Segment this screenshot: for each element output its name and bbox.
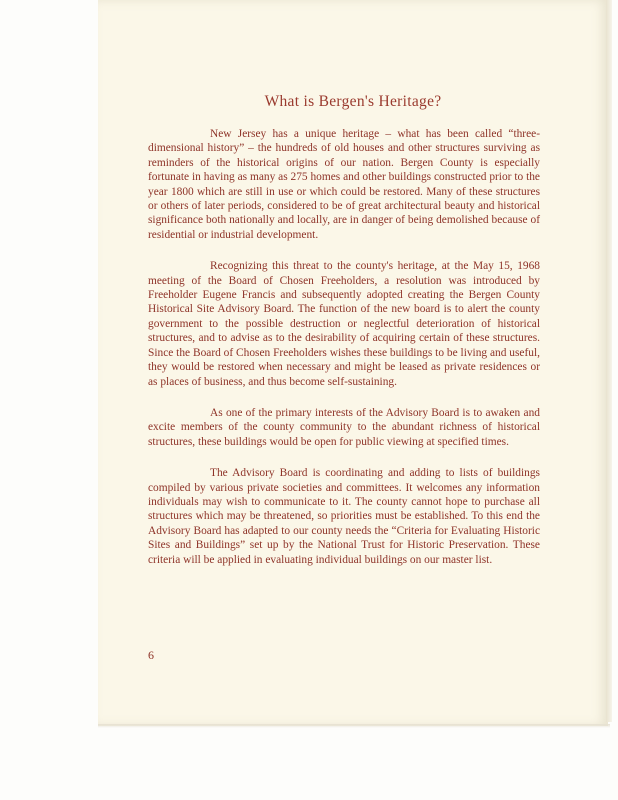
page-title: What is Bergen's Heritage? (264, 93, 442, 110)
page-number: 6 (148, 648, 154, 662)
paragraph-3: As one of the primary interests of the Advisory Board is to awaken and excite members of the county community to the abundant richness of historical structures, these buildings would be open for public viewing at specified times. (148, 406, 540, 448)
page-bottom-shadow (98, 724, 610, 728)
paragraph-2: Recognizing this threat to the county's heritage, at the May 15, 1968 meeting of the Board of Chosen Freeholders, a resolution was introduced by Freeholder Eugene Francis and subsequently adopted creating the Bergen County Historical Site Advisory Board. The function of the new board is to alert the county government to the possible destruction or neglectful deterioration of historical structures, and to advise as to the desirability of acquiring certain of these structures. Since the Board of Chosen Freeholders wishes these buildings to be living and useful, they would be restored when necessary and might be leased as private residences or as places of business, and thus become self-sustaining. (148, 260, 540, 388)
paragraph-1: New Jersey has a unique heritage – what has been called “three-dimensional history” – the hundreds of old houses and other structures surviving as reminders of the historical origins of our nation. Bergen County is especially fortunate in having as many as 275 homes and other buildings constructed prior to the year 1800 which are still in use or which could be restored. Many of these structures or others of later periods, considered to be of great architectural beauty and historical significance both nationally and locally, are in danger of being demolished because of residential or industrial development. (148, 128, 540, 241)
body-text (148, 127, 540, 584)
paragraph-4: The Advisory Board is coordinating and adding to lists of buildings compiled by various private societies and committees. It welcomes any information individuals may wish to communicate to it. The county cannot hope to purchase all structures which may be threatened, so priorities must be established. To this end the Advisory Board has adapted to our county needs the “Criteria for Evaluating Historic Sites and Buildings” set up by the National Trust for Historic Preservation. These criteria will be applied in evaluating individual buildings on our master list. (148, 467, 540, 566)
